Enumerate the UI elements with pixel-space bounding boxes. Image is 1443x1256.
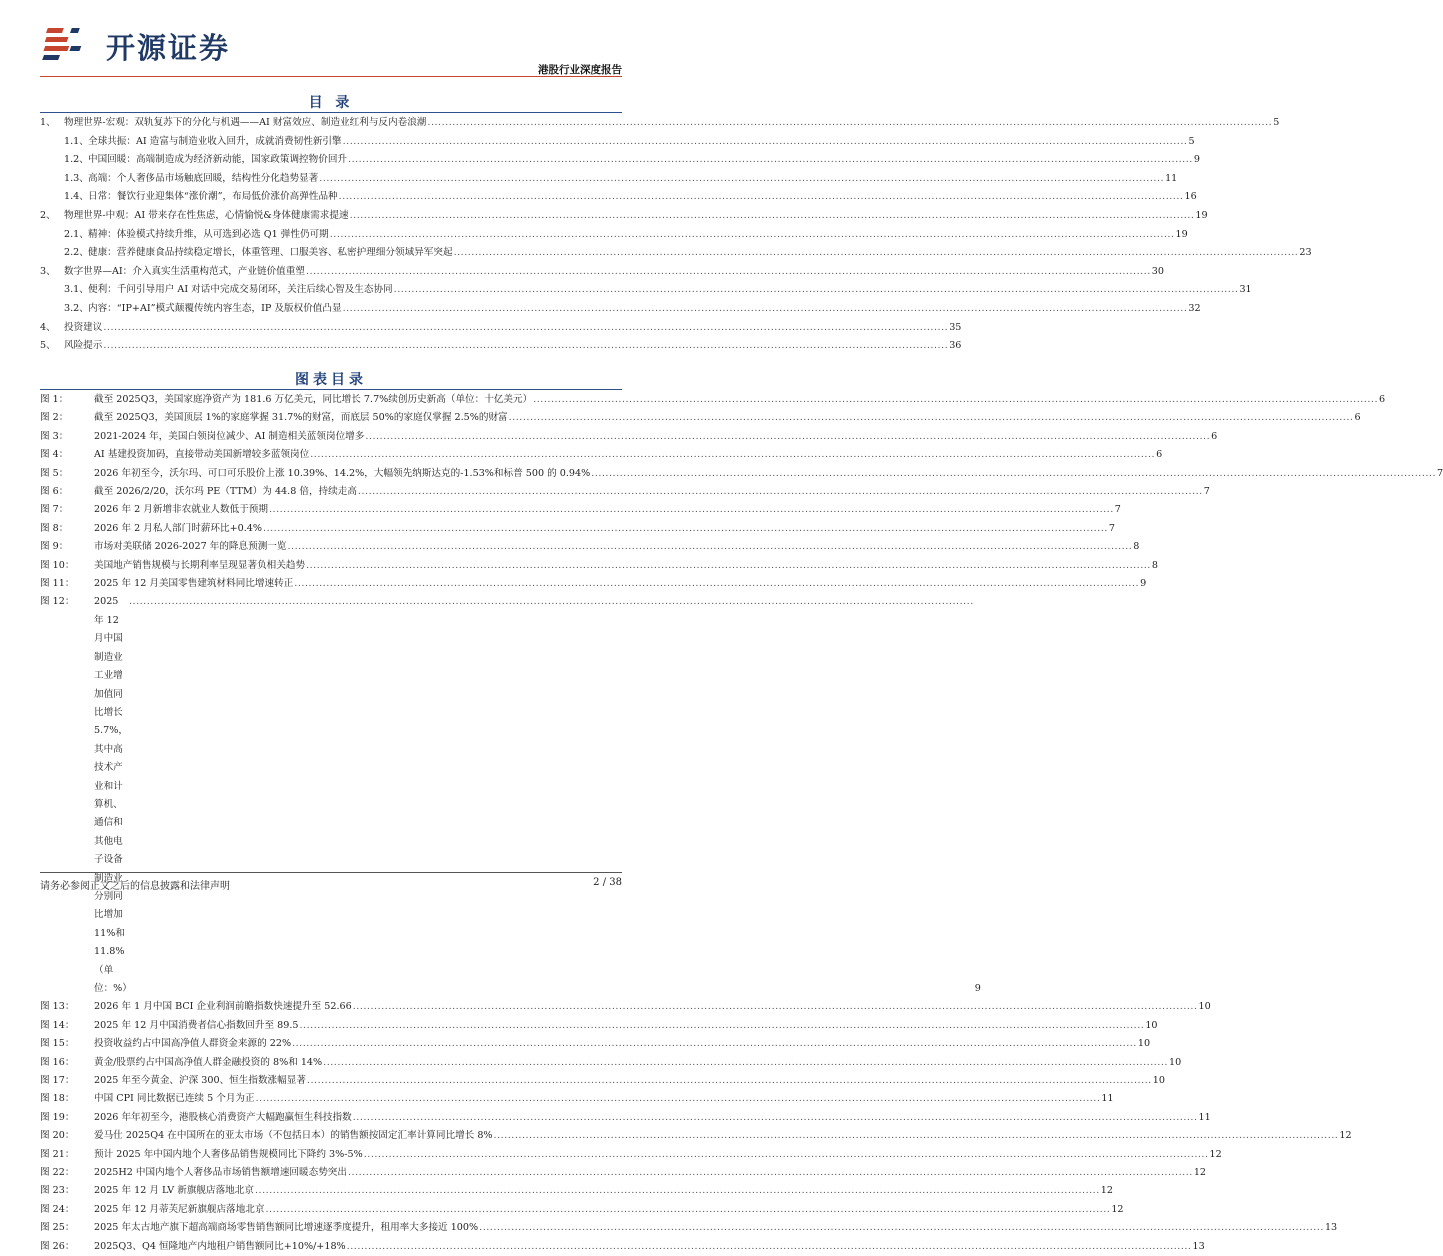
figure-entry-text: 2025 年 12 月美国零售建筑材料同比增速转正 [94, 578, 294, 590]
figure-entry[interactable] [40, 483, 1210, 501]
toc-entry[interactable] [40, 281, 1252, 300]
figure-entry-text: 2025 年 12 月 LV 新旗舰店落地北京 [94, 1185, 254, 1197]
toc-entry-page: 23 [1299, 247, 1312, 259]
figure-entry-number: 图 20： [40, 1130, 75, 1142]
toc-entry[interactable] [40, 133, 1195, 152]
figure-entry-text: 截至 2025Q3，美国家庭净资产为 181.6 万亿美元，同比增长 7.7%续创历史新高（单位：十亿美元） [94, 394, 533, 405]
figure-entry[interactable] [40, 428, 1218, 446]
figure-entry-text: 黄金/股票约占中国高净值人群金融投资的 8%和 14% [94, 1056, 323, 1068]
toc-title-divider [40, 112, 622, 113]
leader-dots [307, 1072, 1152, 1090]
figure-entry[interactable] [40, 1035, 1151, 1053]
figure-entry-text: 2026 年 1 月中国 BCI 企业利润前瞻指数快速提升至 52.66 [94, 1001, 352, 1013]
figure-entry-page: 13 [1192, 1240, 1205, 1252]
toc-entry-page: 5 [1188, 135, 1195, 147]
figure-entry[interactable] [40, 1127, 1352, 1145]
leader-dots [287, 538, 1132, 556]
figure-entry-text: 美国地产销售规模与长期利率呈现显著负相关趋势 [94, 559, 306, 571]
figure-entry-text: 2026 年初至今，沃尔玛、可口可乐股价上涨 10.39%、14.2%，大幅领先纳斯达克的-1.53%和标普 500 的 0.94% [94, 467, 591, 479]
toc-entry[interactable] [40, 226, 1188, 245]
toc-entry-text: 物理世界-中观：AI 带来存在性焦虑，心情愉悦&身体健康需求提速 [64, 209, 349, 221]
toc-entry-text: 内容：“IP+AI”模式颠覆传统内容生态，IP 及版权价值凸显 [88, 302, 342, 314]
figure-entry[interactable] [40, 1109, 1211, 1127]
figure-entry-page: 7 [1108, 522, 1115, 534]
toc-entry-number: 1.1、 [64, 135, 89, 147]
figure-entry[interactable] [40, 1164, 1207, 1182]
toc-entry-number: 2.2、 [64, 247, 89, 259]
figure-entry[interactable] [40, 465, 1443, 483]
leader-dots [330, 226, 1175, 245]
figure-entry[interactable] [40, 391, 1386, 409]
figure-entry-text: 2025 年 12 月中国制造业工业增加值同比增长 5.7%，其中高技术产业和计算机、通信和其他电子设备制造业分别同比增加 11%和 11.8%（单位：%） [94, 596, 132, 994]
figures-title: 图表目录 [295, 372, 367, 388]
figure-entry-number: 图 23： [40, 1185, 75, 1197]
toc-entry-number: 1.2、 [64, 154, 89, 166]
leader-dots [348, 1164, 1193, 1182]
figure-entry-number: 图 10： [40, 559, 75, 571]
figure-entry-number: 图 8： [40, 522, 69, 534]
figure-entry[interactable] [40, 1090, 1114, 1108]
leader-dots [103, 337, 948, 356]
leader-dots [319, 170, 1164, 189]
toc-entry-page: 36 [949, 340, 962, 352]
toc-entry-number: 3、 [40, 265, 56, 277]
toc-entry[interactable] [40, 207, 1208, 226]
figure-entry-page: 8 [1151, 559, 1158, 571]
toc-entry-number: 2、 [40, 209, 56, 221]
toc-entry-number: 1、 [40, 117, 56, 128]
toc-entry-text: 全球共振：AI 造富与制造业收入回升，成就消费韧性新引擎 [88, 135, 342, 147]
figure-entry[interactable] [40, 1219, 1338, 1237]
toc-entry-page: 35 [949, 321, 962, 333]
leader-dots [364, 1146, 1209, 1164]
figure-entry-number: 图 21： [40, 1148, 75, 1160]
figure-entry-page: 6 [1354, 412, 1361, 424]
figure-entry-number: 图 22： [40, 1167, 75, 1179]
figure-entry[interactable] [40, 501, 1121, 519]
footer-disclaimer: 请务必参阅正文之后的信息披露和法律声明 [40, 881, 230, 892]
leader-dots [533, 391, 1378, 409]
figure-entry-number: 图 9： [40, 541, 69, 553]
figure-entry-number: 图 11： [40, 578, 75, 590]
leader-dots [266, 1201, 1111, 1219]
figure-entry-text: 中国 CPI 同比数据已连续 5 个月为正 [94, 1093, 255, 1105]
toc-entry-number: 1.3、 [64, 172, 89, 184]
leader-dots [306, 263, 1151, 282]
figure-entry-number: 图 5： [40, 467, 69, 479]
figure-entry-number: 图 2： [40, 412, 69, 424]
figure-entry-number: 图 12： [40, 596, 75, 608]
toc-entry-text: 风险提示 [64, 340, 103, 352]
toc-entry[interactable] [40, 337, 962, 356]
figure-entry-number: 图 15： [40, 1038, 75, 1050]
figure-entry[interactable] [40, 1054, 1182, 1072]
leader-dots [306, 557, 1151, 575]
toc-entry-page: 32 [1188, 302, 1201, 314]
toc-entry[interactable] [40, 263, 1164, 282]
leader-dots [310, 446, 1155, 464]
toc-list [40, 114, 1312, 356]
leader-dots [339, 188, 1184, 207]
leader-dots [348, 151, 1193, 170]
figure-entry-page: 10 [1198, 1001, 1211, 1013]
figure-entry-text: 市场对美联储 2026-2027 年的降息预测一览 [94, 541, 287, 553]
toc-entry-page: 11 [1165, 172, 1178, 184]
figure-entry-number: 图 19： [40, 1111, 75, 1123]
figure-entry-page: 12 [1209, 1148, 1222, 1160]
figure-entry-text: 2025 年 12 月中国消费者信心指数回升至 89.5 [94, 1019, 299, 1031]
figure-entry[interactable] [40, 1238, 1205, 1256]
figure-entry-number: 图 17： [40, 1075, 75, 1087]
figure-entry[interactable] [40, 593, 981, 998]
toc-entry-text: 高端：个人奢侈品市场触底回暖，结构性分化趋势显著 [88, 172, 319, 184]
leader-dots [256, 1090, 1101, 1108]
figure-entry-number: 图 25： [40, 1222, 75, 1234]
toc-entry[interactable] [40, 244, 1312, 263]
figure-entry[interactable] [40, 538, 1140, 556]
toc-entry-page: 16 [1184, 191, 1197, 203]
leader-dots [347, 1238, 1192, 1256]
figure-entry-page: 7 [1437, 467, 1443, 479]
figure-entry-page: 12 [1100, 1185, 1113, 1197]
header-divider [40, 76, 622, 77]
figure-entry-text: 2025Q3、Q4 恒隆地产内地租户销售额同比+10%/+18% [94, 1240, 346, 1252]
toc-entry[interactable] [40, 170, 1178, 189]
figure-entry-page: 7 [1203, 486, 1210, 498]
figure-entry-text: 2021-2024 年，美国白领岗位减少、AI 制造相关蓝领岗位增多 [94, 430, 365, 442]
leader-dots [509, 409, 1354, 427]
figure-entry-page: 13 [1324, 1222, 1338, 1234]
figure-entry-page: 11 [1198, 1111, 1211, 1123]
figure-entry-text: 截至 2025Q3，美国顶层 1%的家庭掌握 31.7%的财富，而底层 50%的家庭仅掌握 2.5%的财富 [94, 412, 508, 424]
figure-entry-text: 2026 年年初至今，港股核心消费资产大幅跑赢恒生科技指数 [94, 1111, 352, 1123]
leader-dots [353, 1109, 1198, 1127]
figure-entry[interactable] [40, 1182, 1113, 1200]
toc-entry-number: 4、 [40, 321, 56, 333]
figure-entry[interactable] [40, 446, 1163, 464]
figure-entry-text: 2026 年 2 月私人部门时薪环比+0.4% [94, 522, 263, 534]
leader-dots [343, 133, 1188, 152]
figure-entry[interactable] [40, 1017, 1158, 1035]
leader-dots [454, 244, 1299, 263]
figure-entry-text: 2025 年至今黄金、沪深 300、恒生指数涨幅显著 [94, 1075, 306, 1087]
leader-dots [350, 207, 1195, 226]
leader-dots [358, 483, 1203, 501]
figure-entry-text: 2026 年 2 月新增非农就业人数低于预期 [94, 504, 268, 516]
company-logo [46, 22, 266, 68]
figure-entry[interactable] [40, 520, 1115, 538]
toc-entry-text: 便利：千问引导用户 AI 对话中完成交易闭环，关注后续心智及生态协同 [88, 284, 393, 296]
figure-entry-number: 图 3： [40, 430, 69, 442]
figure-entry-number: 图 1： [40, 394, 69, 405]
leader-dots [494, 1127, 1339, 1145]
figures-title-divider [40, 389, 622, 390]
leader-dots [263, 520, 1108, 538]
figures-list [40, 391, 1443, 1256]
figure-entry-number: 图 13： [40, 1001, 75, 1013]
figure-entry[interactable] [40, 575, 1147, 593]
figure-entry-number: 图 4： [40, 449, 69, 461]
figure-entry-text: 截至 2026/2/20，沃尔玛 PE（TTM）为 44.8 倍，持续走高 [94, 486, 357, 498]
toc-entry-text: 中国回暖：高端制造成为经济新动能，国家政策调控物价回升 [88, 154, 348, 166]
figure-entry-number: 图 24： [40, 1203, 75, 1215]
leader-dots [129, 593, 974, 998]
figure-entry-text: 投资收益约占中国高净值人群资金来源的 22% [94, 1038, 292, 1050]
leader-dots [103, 319, 948, 338]
figure-entry-number: 图 7： [40, 504, 69, 516]
toc-entry-page: 19 [1195, 209, 1208, 221]
toc-entry-page: 30 [1151, 265, 1164, 277]
leader-dots [343, 300, 1188, 319]
toc-entry-text: 数字世界—AI：介入真实生活重构范式，产业链价值重塑 [64, 265, 305, 277]
leader-dots [479, 1219, 1324, 1237]
figure-entry[interactable] [40, 998, 1211, 1016]
figure-entry-number: 图 14： [40, 1019, 75, 1031]
leader-dots [323, 1054, 1168, 1072]
figure-entry[interactable] [40, 557, 1158, 575]
brand-name: 开源证券 [106, 31, 231, 65]
toc-entry-text: 精神：体验模式持续升维，从可选到必选 Q1 弹性仍可期 [88, 228, 329, 240]
toc-entry-text: 日常：餐饮行业迎集体“涨价潮”，布局低价涨价高弹性品种 [88, 191, 338, 203]
figure-entry-text: 预计 2025 年中国内地个人奢侈品销售规模同比下降约 3%-5% [94, 1148, 363, 1160]
toc-entry-text: 投资建议 [64, 321, 103, 333]
figure-entry-page: 10 [1145, 1019, 1158, 1031]
figure-entry-page: 9 [974, 983, 981, 994]
figure-entry-text: 2025 年太古地产旗下超高端商场零售销售额同比增速逐季度提升，租用率大多接近 100% [94, 1222, 479, 1234]
toc-entry-page: 31 [1239, 284, 1252, 296]
toc-entry-number: 3.2、 [64, 302, 89, 314]
figure-entry-text: AI 基建投资加码，直接带动美国新增较多蓝领岗位 [94, 449, 310, 461]
leader-dots [269, 501, 1114, 519]
leader-dots [300, 1017, 1145, 1035]
figure-entry-number: 图 18： [40, 1093, 75, 1105]
figure-entry-page: 9 [1140, 578, 1147, 590]
figure-entry-page: 8 [1133, 541, 1140, 553]
figure-entry-number: 图 26： [40, 1240, 75, 1252]
figure-entry-text: 2025H2 中国内地个人奢侈品市场销售额增速回暖态势突出 [94, 1167, 347, 1179]
figure-entry-page: 10 [1152, 1075, 1165, 1087]
figure-entry-page: 11 [1101, 1093, 1114, 1105]
leader-dots [255, 1182, 1100, 1200]
figure-entry-text: 爱马仕 2025Q4 在中国所在的亚太市场（不包括日本）的销售额按固定汇率计算同比增长 8% [94, 1130, 493, 1142]
leader-dots [394, 281, 1239, 300]
toc-entry-number: 2.1、 [64, 228, 89, 240]
figure-entry[interactable] [40, 1201, 1124, 1219]
leader-dots [365, 428, 1210, 446]
report-type: 港股行业深度报告 [538, 64, 622, 76]
leader-dots [353, 998, 1198, 1016]
toc-entry-number: 1.4、 [64, 191, 89, 203]
leader-dots [294, 575, 1139, 593]
figure-entry-number: 图 16： [40, 1056, 75, 1068]
figure-entry-page: 12 [1111, 1203, 1124, 1215]
toc-title: 目 录 [308, 95, 354, 111]
figure-entry[interactable] [40, 1072, 1165, 1090]
toc-entry-text: 物理世界-宏观：双轨复苏下的分化与机遇——AI 财富效应、制造业红利与反内卷浪潮 [64, 117, 427, 128]
toc-entry-page: 19 [1175, 228, 1188, 240]
figure-entry[interactable] [40, 409, 1361, 427]
leader-dots [292, 1035, 1137, 1053]
logo-mark-icon [46, 22, 106, 68]
toc-entry[interactable] [40, 319, 962, 338]
toc-entry-number: 3.1、 [64, 284, 89, 296]
figure-entry-page: 7 [1114, 504, 1121, 516]
figure-entry-page: 10 [1137, 1038, 1151, 1050]
figure-entry-page: 10 [1168, 1056, 1182, 1068]
figure-entry-number: 图 6： [40, 486, 69, 498]
toc-entry[interactable] [40, 300, 1201, 319]
toc-entry-text: 健康：营养健康食品持续稳定增长，体重管理、口服美容、私密护理细分领域异军突起 [88, 247, 453, 259]
figure-entry-page: 12 [1193, 1167, 1207, 1179]
toc-entry[interactable] [40, 188, 1197, 207]
figure-entry-page: 6 [1211, 430, 1218, 442]
toc-entry-number: 5、 [40, 340, 56, 352]
figure-entry-page: 6 [1156, 449, 1163, 461]
figure-entry-page: 6 [1379, 394, 1386, 405]
toc-entry-page: 9 [1193, 154, 1200, 166]
figure-entry-page: 12 [1339, 1130, 1352, 1142]
figure-entry-text: 2025 年 12 月蒂芙尼新旗舰店落地北京 [94, 1203, 265, 1215]
leader-dots [591, 465, 1436, 483]
footer-divider [40, 872, 622, 873]
figure-entry[interactable] [40, 1146, 1222, 1164]
page-number: 2 / 38 [593, 877, 622, 888]
toc-entry[interactable] [40, 114, 1280, 133]
leader-dots [427, 114, 1272, 133]
toc-entry[interactable] [40, 151, 1200, 170]
toc-entry-page: 5 [1273, 117, 1280, 128]
